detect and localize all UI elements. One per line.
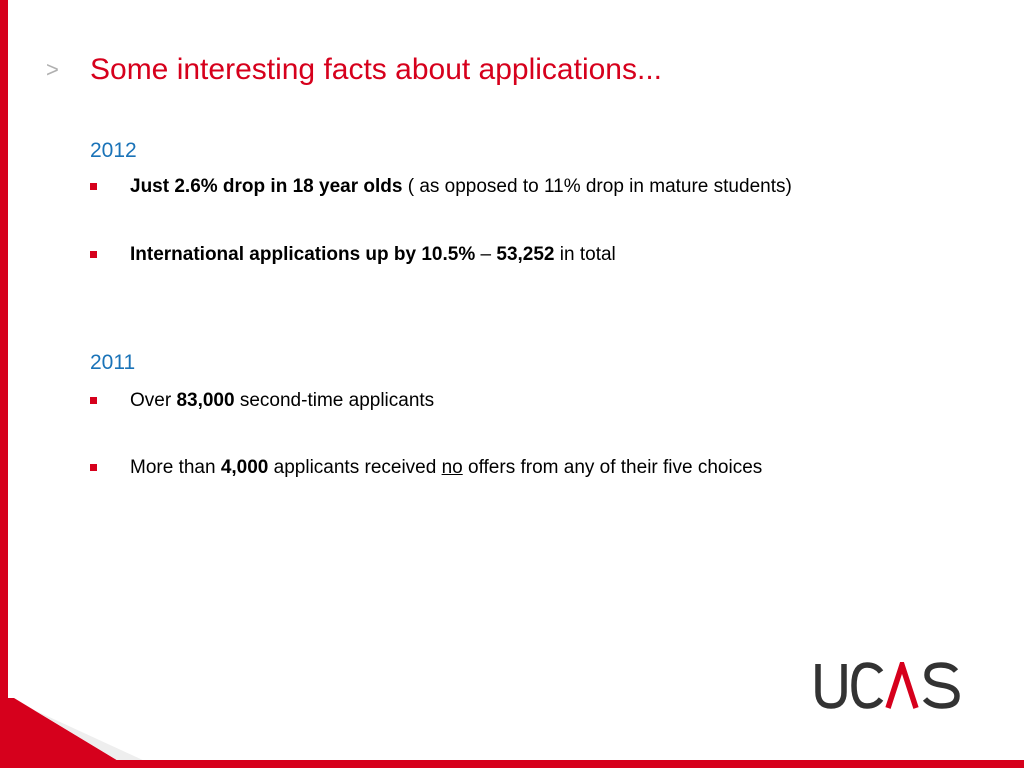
bullet-pre-text: Over [130,390,177,411]
bullet-bold-number: 53,252 [496,244,555,265]
bullet-bold-text: International applications up by 10.5% [130,244,476,265]
bullet-text [130,244,616,266]
title-marker: > [46,57,59,82]
year-heading-2012: 2012 [90,139,137,162]
bullet-item [90,176,792,198]
bullet-bold-text: Just 2.6% drop in 18 year olds [130,176,403,197]
bullet-square-icon [90,251,97,258]
title-row [46,50,662,90]
bullet-square-icon [90,183,97,190]
bullet-item [90,244,616,266]
bullet-square-icon [90,397,97,404]
bullet-text [130,457,762,479]
bullet-mid-text: – [475,244,497,265]
slide-title: Some interesting facts about applications... [90,53,662,86]
bullet-rest-text: second-time applicants [234,390,435,411]
bullet-mid-text: applicants received [268,457,442,478]
bullet-bold-number: 4,000 [220,457,269,478]
bullet-item [90,390,434,412]
bullet-rest-text: in total [554,244,616,265]
bullet-bold-number: 83,000 [176,390,235,411]
bullet-rest-text: offers from any of their five choices [462,457,763,478]
bullet-text [130,176,792,198]
bullet-pre-text: More than [130,457,221,478]
bullet-square-icon [90,464,97,471]
bullet-rest-text: ( as opposed to 11% drop in mature students) [402,176,792,197]
year-heading-2011: 2011 [90,351,136,374]
left-accent-bar [0,0,8,768]
bullet-item [90,457,762,479]
bullet-underlined-text: no [441,457,463,478]
ucas-logo [814,662,962,710]
bullet-text [130,390,434,412]
